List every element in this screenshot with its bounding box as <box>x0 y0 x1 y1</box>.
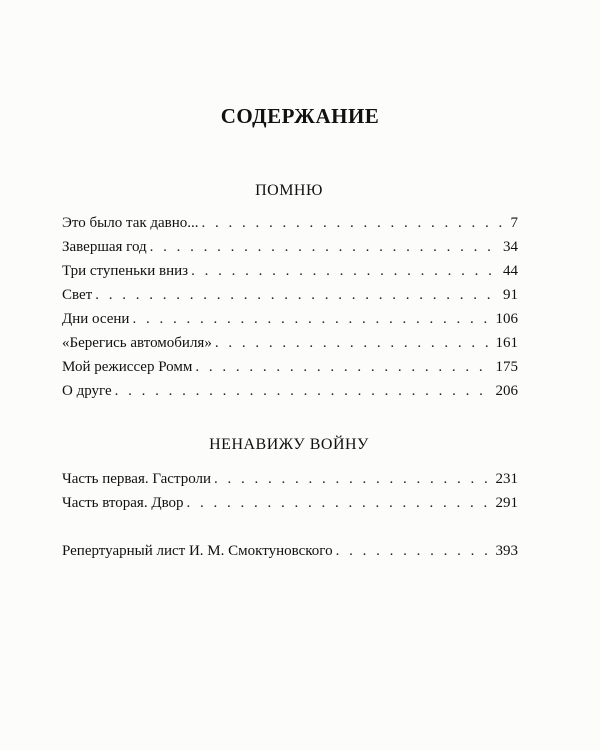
dot-leader <box>214 468 492 490</box>
toc-entry[interactable] <box>62 332 518 354</box>
toc-entry[interactable] <box>62 380 518 402</box>
dot-leader <box>150 236 500 258</box>
toc-entry-label: Часть вторая. Двор <box>62 495 184 511</box>
toc-entry-page: 7 <box>510 215 518 231</box>
dot-leader <box>187 492 493 514</box>
toc-entry-label: Три ступеньки вниз <box>62 263 189 279</box>
toc-entry-page: 34 <box>503 239 518 255</box>
dot-leader <box>202 212 508 234</box>
toc-entry-page: 231 <box>495 471 518 487</box>
section-title-pomnyu: ПОМНЮ <box>255 182 323 199</box>
dot-leader <box>215 332 493 354</box>
toc-entry[interactable] <box>62 236 518 258</box>
toc-entry-label: Мой режиссер Ромм <box>62 359 193 375</box>
toc-entry-appendix[interactable] <box>62 540 518 562</box>
page-title: СОДЕРЖАНИЕ <box>220 104 380 128</box>
dot-leader <box>115 380 493 402</box>
toc-entry-page: 393 <box>495 543 518 559</box>
toc-entry[interactable] <box>62 468 518 490</box>
dot-leader <box>336 540 493 562</box>
toc-entry-page: 175 <box>495 359 518 375</box>
toc-entry-label: «Берегись автомобиля» <box>62 335 212 351</box>
dot-leader <box>95 284 500 306</box>
toc-entry[interactable] <box>62 308 518 330</box>
dot-leader <box>132 308 492 330</box>
dot-leader <box>191 260 500 282</box>
toc-entry-page: 206 <box>495 383 518 399</box>
toc-entry[interactable] <box>62 356 518 378</box>
toc-entry[interactable] <box>62 492 518 514</box>
toc-entry[interactable] <box>62 284 518 306</box>
toc-entry-label: Завершая год <box>62 239 147 255</box>
toc-entry-label: Это было так давно... <box>62 215 199 231</box>
toc-entry-page: 161 <box>495 335 518 351</box>
toc-entry-label: О друге <box>62 383 112 399</box>
toc-entry-page: 106 <box>495 311 518 327</box>
toc-entry-label: Репертуарный лист И. М. Смоктуновского <box>62 543 333 559</box>
toc-entry-page: 44 <box>503 263 518 279</box>
toc-entry-label: Дни осени <box>62 311 130 327</box>
toc-entry[interactable] <box>62 260 518 282</box>
dot-leader <box>195 356 492 378</box>
toc-entry[interactable] <box>62 212 518 234</box>
section-title-nenavizhu-voynu: НЕНАВИЖУ ВОЙНУ <box>209 436 369 453</box>
toc-entry-label: Свет <box>62 287 93 303</box>
toc-entry-label: Часть первая. Гастроли <box>62 471 212 487</box>
toc-entry-page: 91 <box>503 287 518 303</box>
toc-entry-page: 291 <box>495 495 518 511</box>
